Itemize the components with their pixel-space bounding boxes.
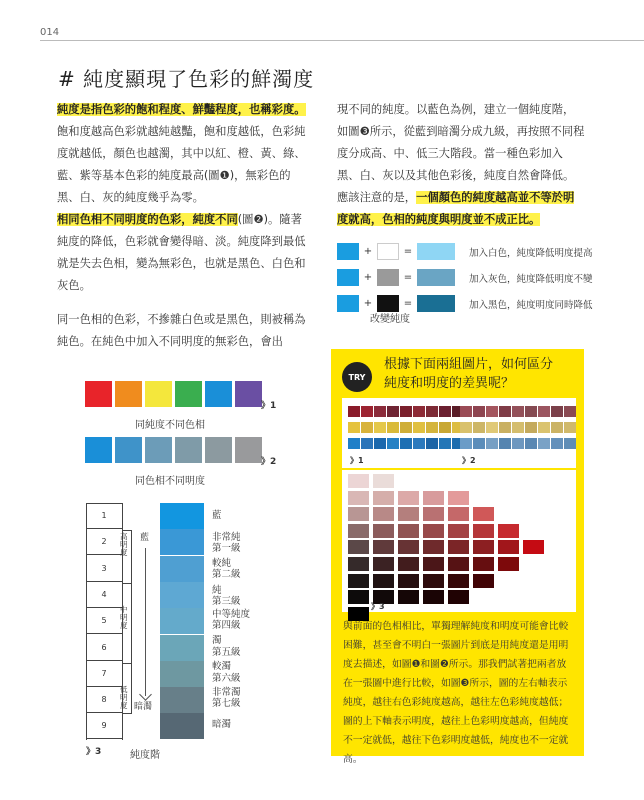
mix-base-color: [337, 243, 359, 260]
mix-base-color: [337, 269, 359, 286]
try-set2-cell: [486, 422, 498, 433]
fig3-level-row: 5: [86, 608, 122, 634]
try-set1-cell: [400, 438, 412, 449]
group-mid-label: 中明度: [120, 605, 128, 630]
try-set3-cell: [423, 507, 444, 521]
try-set3-cell: [448, 524, 469, 538]
try-set1-cell: [426, 438, 438, 449]
mix-description: 加入白色，純度降低明度提高: [469, 247, 593, 259]
try-set3-cell: [448, 491, 469, 505]
fig3-level-row: 4: [86, 582, 122, 608]
try-set1-cell: [387, 422, 399, 433]
try-set3-cell: [398, 590, 419, 604]
try-set3-cell: [348, 474, 369, 488]
try-set2-cell: [525, 406, 537, 417]
try-set2-cell: [525, 438, 537, 449]
fig3-color-cell: [160, 529, 204, 555]
try-set3-cell: [448, 574, 469, 588]
group-high-label: 高明度: [120, 532, 128, 557]
paragraph-1-text: 飽和度越高色彩就越純越豔，飽和度越低，色彩純度就越低，顏色也越濁，其中以紅、橙、黃、綠、藍、紫等基本色彩的純度最高(圖❶)，無彩色的黑、白、灰的純度幾乎為零。: [57, 125, 306, 204]
fig2-swatch: [85, 437, 112, 463]
try-set1-cell: [374, 438, 386, 449]
try-set3-cell: [398, 491, 419, 505]
try-badge: TRY: [342, 362, 372, 392]
try-set3-cell: [423, 557, 444, 571]
try-set2-cell: [564, 422, 576, 433]
fig1-swatch: [145, 381, 172, 407]
try-set2-cell: [512, 406, 524, 417]
equals-sign: =: [403, 298, 413, 309]
figure-1-marker-number: 1: [270, 401, 277, 411]
try-explanation: 與前面的色相相比，單獨理解純度和明度可能會比較困難，甚至會不明白一張圖片到底是用純度還是用明度去描述，如圖❶和圖❷所示。那我們試著把兩者放在一張圖中進行比較，如圖❸所示，圖的左右軸表示純度，越往右色彩純度越高，越往左色彩純度越低；圖的上下軸表示明度，越往上色彩明度越高，但純度不一定就低，越往下色彩明度越低，純度也不一定就高。: [343, 621, 569, 765]
fig3-color-cell: [160, 635, 204, 661]
figure-3-marker: 》3: [86, 747, 102, 757]
try-set3-cell: [448, 557, 469, 571]
try-set1-cell: [374, 406, 386, 417]
fig3-color-cell: [160, 661, 204, 687]
paragraph-right: [337, 99, 585, 231]
try-set-1-number: 1: [358, 456, 364, 465]
try-set-3-marker: 》3: [371, 602, 385, 611]
plus-sign: +: [363, 298, 373, 309]
fig3-group-line: [131, 530, 132, 714]
mix-row: [337, 269, 593, 286]
mix-description: 加入灰色，純度降低明度不變: [469, 273, 593, 285]
try-set2-cell: [551, 406, 563, 417]
fig1-swatch: [205, 381, 232, 407]
try-set1-cell: [426, 406, 438, 417]
fig3-level-label: 較濁: [212, 661, 232, 672]
fig3-level-label: 第二級: [212, 569, 241, 580]
try-set1-cell: [413, 406, 425, 417]
fig3-group-tick: [122, 583, 131, 584]
try-set3-cell: [473, 557, 494, 571]
try-set1-cell: [400, 406, 412, 417]
try-set1-cell: [400, 422, 412, 433]
fig3-level-label: 第六級: [212, 673, 241, 684]
fig3-color-cell: [160, 608, 204, 634]
try-set-3-number: 3: [379, 602, 385, 611]
try-set3-cell: [423, 590, 444, 604]
try-set2-cell: [551, 422, 563, 433]
try-set2-cell: [525, 422, 537, 433]
try-set2-cell: [499, 438, 511, 449]
equals-sign: =: [403, 246, 413, 257]
fig3-color-cell: [160, 582, 204, 608]
try-set1-cell: [387, 438, 399, 449]
fig3-level-label: 第一級: [212, 543, 241, 554]
fig3-color-cell: [160, 503, 204, 529]
try-set3-cell: [423, 574, 444, 588]
section-title: # 純度顯現了色彩的鮮濁度: [58, 67, 315, 91]
fig3-level-label: 較純: [212, 558, 232, 569]
arrow-line: [145, 548, 146, 696]
fig2-swatch: [145, 437, 172, 463]
paragraph-2-highlight: 相同色相不同明度的色彩，純度不同: [57, 213, 238, 226]
fig3-color-cell: [160, 687, 204, 713]
fig2-swatch: [235, 437, 262, 463]
try-set3-cell: [523, 540, 544, 554]
try-set-2-number: 2: [470, 456, 476, 465]
fig3-level-row: 9: [86, 713, 122, 739]
try-set1-cell: [348, 422, 360, 433]
mix-description: 加入黑色，純度明度同時降低: [469, 299, 593, 311]
try-set3-cell: [423, 524, 444, 538]
fig3-level-label: 第四級: [212, 620, 241, 631]
plus-sign: +: [363, 272, 373, 283]
try-set1-cell: [426, 422, 438, 433]
fig2-swatch: [175, 437, 202, 463]
try-set3-cell: [373, 540, 394, 554]
figure-3-caption: 純度階: [130, 750, 160, 761]
try-set1-cell: [361, 438, 373, 449]
try-set2-cell: [499, 422, 511, 433]
try-set3-cell: [348, 507, 369, 521]
figure-2-marker-number: 2: [270, 457, 277, 467]
arrow-bottom-label: 暗濁: [134, 702, 153, 712]
try-set3-cell: [398, 507, 419, 521]
fig3-level-label: 中等純度: [212, 609, 251, 620]
paragraph-2-text: (圖❷)。隨著純度的降低，色彩就會變得暗、淡。純度降到最低就是失去色相，變為無彩色，也就是黑色、白色和灰色。: [57, 213, 306, 292]
try-set3-cell: [423, 491, 444, 505]
try-set2-cell: [499, 406, 511, 417]
try-set1-cell: [387, 406, 399, 417]
try-set3-cell: [348, 590, 369, 604]
try-set1-cell: [361, 422, 373, 433]
try-set3-cell: [448, 590, 469, 604]
fig3-group-tick: [122, 530, 131, 531]
fig2-swatch: [205, 437, 232, 463]
paragraph-1-highlight: 純度是指色彩的飽和程度、鮮豔程度，也稱彩度。: [57, 103, 306, 116]
try-set3-cell: [473, 507, 494, 521]
plus-sign: +: [363, 246, 373, 257]
try-set2-cell: [538, 422, 550, 433]
try-set2-cell: [473, 422, 485, 433]
fig3-level-label: 第五級: [212, 647, 241, 658]
try-set3-cell: [373, 507, 394, 521]
mix-result-color: [417, 295, 455, 312]
mix-result-color: [417, 243, 455, 260]
fig3-level-label: 濁: [212, 635, 222, 646]
try-set2-cell: [564, 406, 576, 417]
figure-2-caption: 同色相不同明度: [135, 476, 205, 487]
fig3-level-label: 第三級: [212, 596, 241, 607]
try-set1-cell: [374, 422, 386, 433]
try-set2-cell: [460, 406, 472, 417]
fig3-level-label: 非常濁: [212, 687, 241, 698]
mix-result-color: [417, 269, 455, 286]
group-low-label: 低明度: [120, 685, 128, 710]
try-set3-cell: [348, 491, 369, 505]
try-set1-cell: [413, 438, 425, 449]
fig3-group-tick: [122, 713, 131, 714]
figure-1-swatches: [85, 381, 262, 407]
figure-1-marker: 》1: [261, 401, 277, 411]
try-set3-cell: [423, 540, 444, 554]
mix-base-color: [337, 295, 359, 312]
try-set3-cell: [348, 524, 369, 538]
fig3-group-tick: [122, 663, 131, 664]
fig3-color-cell: [160, 713, 204, 739]
try-question-line-1: 根據下面兩組圖片，如何區分: [384, 357, 554, 372]
fig3-level-label: 藍: [212, 510, 222, 521]
header-divider: [40, 40, 644, 41]
fig3-level-row: 2: [86, 529, 122, 555]
fig2-swatch: [115, 437, 142, 463]
try-set1-cell: [348, 438, 360, 449]
fig1-swatch: [175, 381, 202, 407]
try-set2-cell: [460, 438, 472, 449]
try-set3-cell: [398, 540, 419, 554]
try-set3-cell: [448, 507, 469, 521]
figure-2-marker: 》2: [261, 457, 277, 467]
arrow-top-label: 藍: [140, 533, 150, 543]
try-set2-cell: [460, 422, 472, 433]
paragraph-1: [57, 99, 307, 209]
try-set3-cell: [473, 540, 494, 554]
try-set3-cell: [398, 574, 419, 588]
fig1-swatch: [115, 381, 142, 407]
try-set1-cell: [439, 422, 451, 433]
try-set2-cell: [486, 406, 498, 417]
mix-caption: 改變純度: [370, 314, 410, 325]
fig3-level-label: 暗濁: [212, 719, 232, 730]
try-set2-cell: [512, 422, 524, 433]
paragraph-3: 同一色相的色彩，不摻雜白色或是黑色，則被稱為純色。在純色中加入不同明度的無彩色，會出: [57, 313, 306, 348]
mix-added-color: [377, 269, 399, 286]
try-set2-cell: [538, 438, 550, 449]
fig3-level-label: 非常純: [212, 532, 241, 543]
fig3-level-label: 純: [212, 585, 222, 596]
try-set3-cell: [398, 557, 419, 571]
fig3-level-row: 8: [86, 687, 122, 713]
try-set3-cell: [373, 524, 394, 538]
try-set3-cell: [373, 491, 394, 505]
try-set2-cell: [538, 406, 550, 417]
try-set2-cell: [473, 406, 485, 417]
try-set1-cell: [348, 406, 360, 417]
fig1-swatch: [85, 381, 112, 407]
fig3-level-row: 3: [86, 556, 122, 582]
page-number: 014: [40, 27, 60, 38]
paragraph-right-text: 現不同的純度。以藍色為例，建立一個純度階，如圖❸所示，從藍到暗濁分成九級，再按照不同程度分成高、中、低三大階段。當一種色彩加入黑、白、灰以及其他色彩後，純度自然會降低。應該注意的是，: [337, 103, 585, 204]
try-question: [384, 355, 553, 393]
equals-sign: =: [403, 272, 413, 283]
try-set3-cell: [448, 540, 469, 554]
try-set3-cell: [473, 524, 494, 538]
try-set3-cell: [498, 540, 519, 554]
paragraph-2: [57, 209, 307, 297]
try-set3-cell: [348, 574, 369, 588]
try-set3-cell: [373, 557, 394, 571]
try-set2-cell: [551, 438, 563, 449]
figure-1-caption: 同純度不同色相: [135, 420, 205, 431]
try-set1-cell: [439, 438, 451, 449]
mix-row: [337, 243, 593, 260]
mix-added-color: [377, 243, 399, 260]
try-set1-cell: [361, 406, 373, 417]
try-set2-cell: [512, 438, 524, 449]
try-set3-cell: [498, 557, 519, 571]
fig3-level-row: 1: [86, 503, 122, 529]
fig3-color-cell: [160, 556, 204, 582]
figure-3-marker-number: 3: [95, 747, 102, 757]
try-set1-cell: [413, 422, 425, 433]
try-set2-cell: [486, 438, 498, 449]
try-set-2-marker: 》2: [462, 456, 476, 465]
figure-2-swatches: [85, 437, 262, 463]
try-set1-cell: [439, 406, 451, 417]
fig1-swatch: [235, 381, 262, 407]
try-set3-cell: [473, 574, 494, 588]
try-set2-cell: [473, 438, 485, 449]
try-set3-cell: [348, 557, 369, 571]
try-set2-cell: [564, 438, 576, 449]
fig3-level-row: 6: [86, 635, 122, 661]
try-set3-cell: [373, 574, 394, 588]
try-set3-cell: [373, 474, 394, 488]
paragraph-right-highlight: 一個顏色的純度越高並不等於明度就高，色相的純度與明度並不成正比。: [337, 191, 575, 226]
try-set3-cell: [398, 524, 419, 538]
try-set3-cell: [498, 524, 519, 538]
fig3-level-row: 7: [86, 661, 122, 687]
try-question-line-2: 純度和明度的差異呢？: [384, 376, 515, 391]
fig3-level-label: 第七級: [212, 698, 241, 709]
try-set-1-marker: 》1: [350, 456, 364, 465]
try-set3-cell: [348, 540, 369, 554]
